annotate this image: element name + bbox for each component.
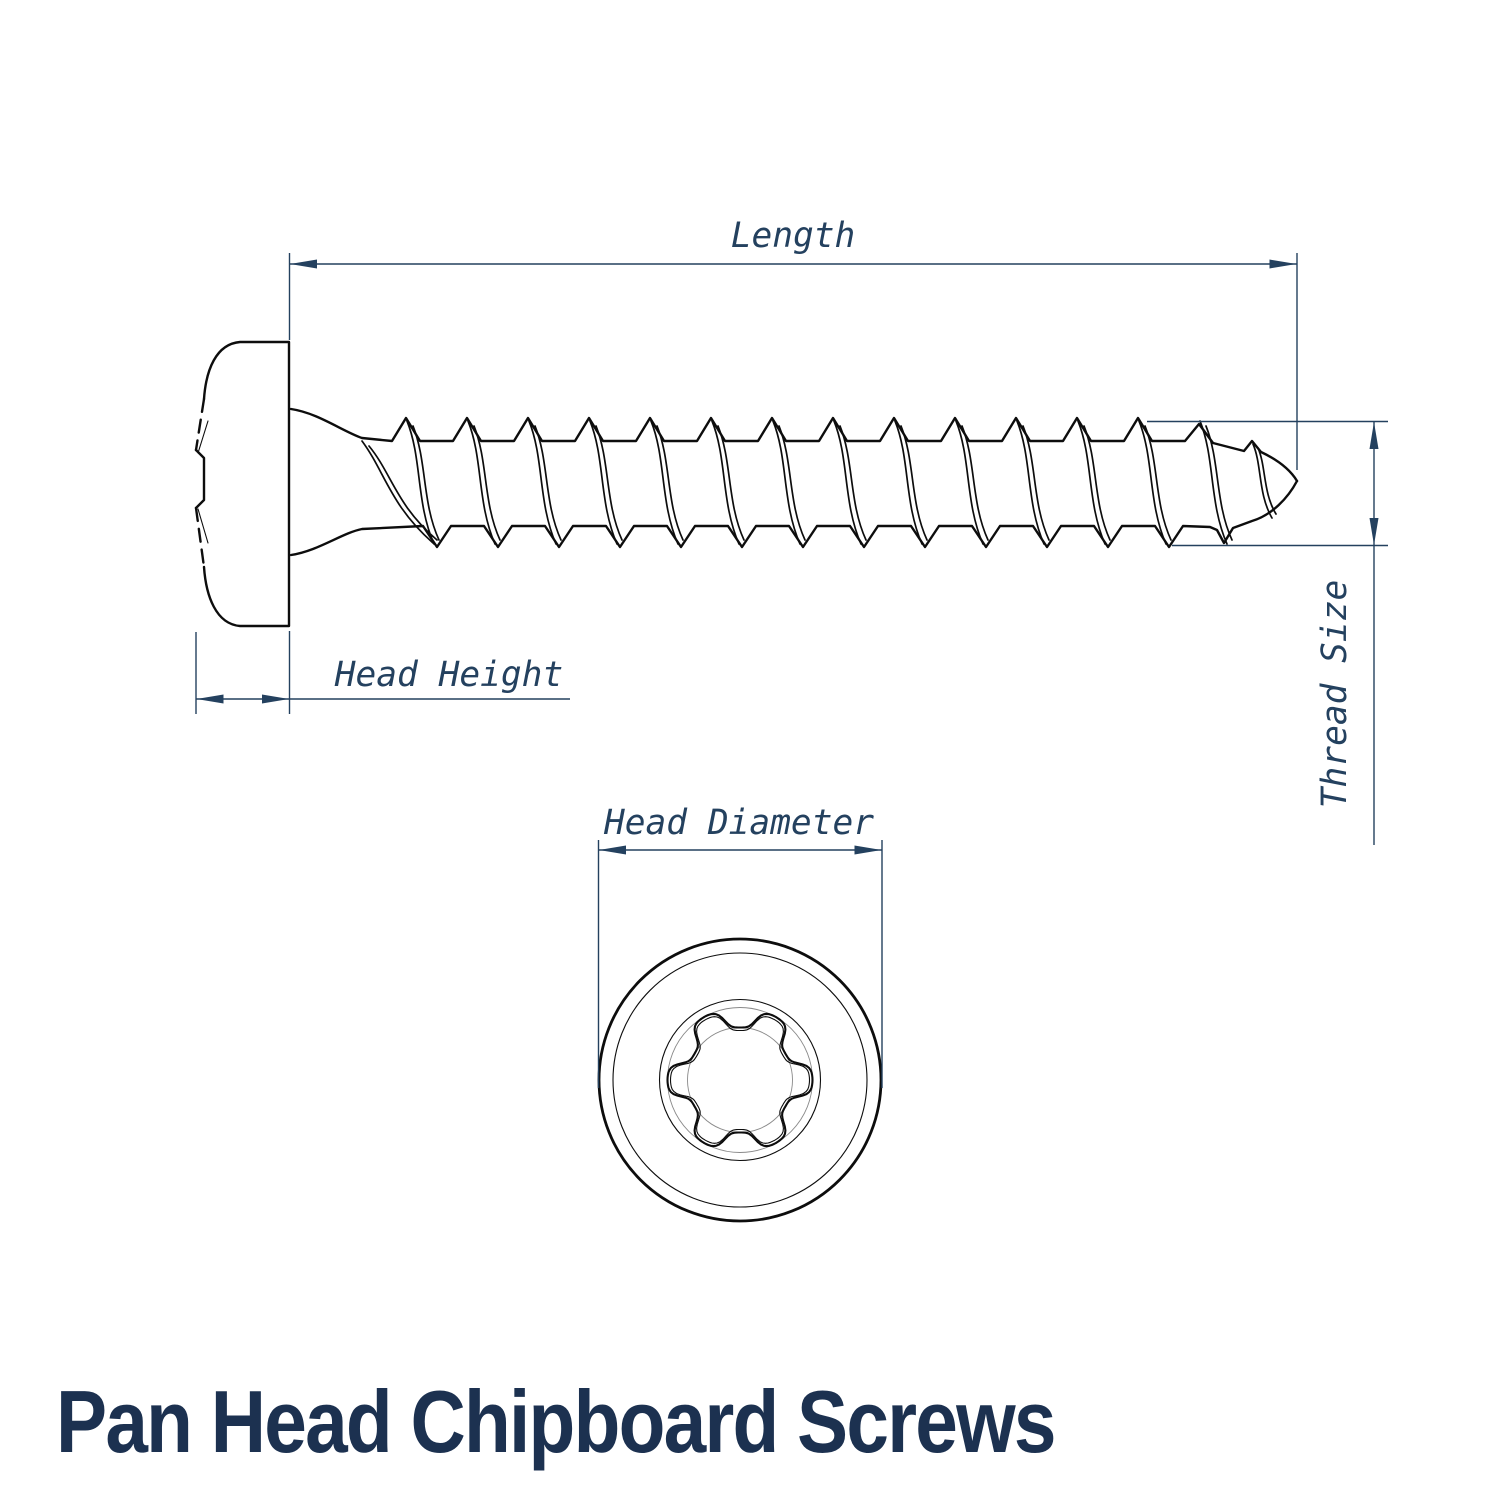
head-recess-edge-upper [196, 399, 204, 450]
length-label: Length [730, 216, 856, 256]
head-height-label: Head Height [334, 655, 564, 695]
head-recess-notch [196, 450, 204, 508]
head-diameter-label: Head Diameter [603, 803, 875, 843]
screw-head-side [196, 342, 289, 626]
torx-recess-outer [668, 1014, 813, 1146]
head-diameter-arrow-right-icon [855, 846, 882, 855]
head-outline [204, 342, 289, 626]
head-height-arrow-left-icon [197, 695, 224, 704]
head-height-arrow-right-icon [262, 695, 289, 704]
recess-valley-circle [688, 1028, 793, 1133]
page-title: Pan Head Chipboard Screws [56, 1373, 1055, 1472]
length-arrow-right-icon [1270, 260, 1297, 269]
dimension-thread-size [1147, 422, 1388, 846]
thread-size-arrow-up-icon [1370, 422, 1379, 449]
thread-size-label: Thread Size [1315, 579, 1355, 809]
head-inner-circle [613, 953, 867, 1207]
thread-bottom-profile [291, 481, 1297, 555]
length-arrow-left-icon [290, 260, 317, 269]
thread-size-arrow-down-icon [1370, 518, 1379, 545]
screw-top-view [599, 939, 881, 1221]
recess-rim-circle [660, 1000, 821, 1161]
dimension-head-height [196, 631, 570, 714]
torx-recess-inner [671, 1017, 810, 1144]
dimension-head-diameter [599, 803, 883, 1088]
recess-tip-circle [668, 1008, 813, 1153]
head-diameter-arrow-left-icon [599, 846, 626, 855]
head-outer-circle [599, 939, 881, 1221]
screw-side-view [196, 342, 1297, 626]
